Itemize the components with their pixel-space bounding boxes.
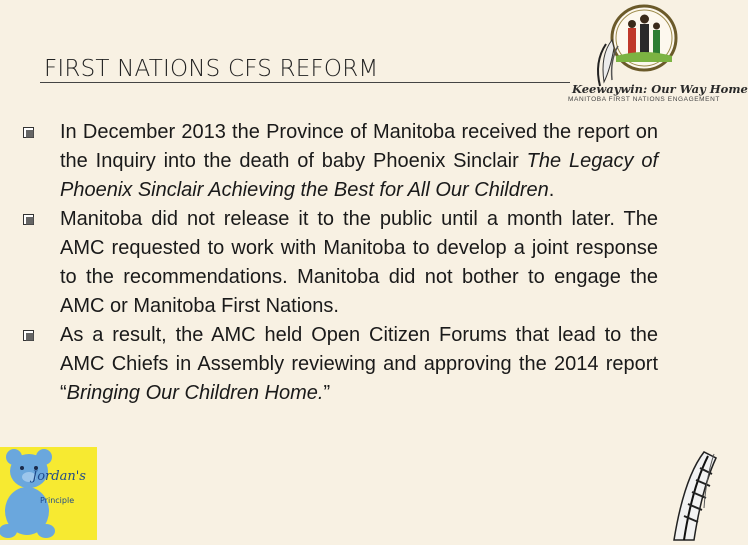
- feather-icon: [664, 448, 720, 540]
- bullet-text: [60, 208, 658, 317]
- square-bullet-icon: [23, 127, 34, 138]
- teddy-bear-icon: [0, 447, 97, 540]
- bullet-item: [54, 321, 658, 408]
- bear-logo-name: Jordan's: [32, 469, 86, 484]
- bullet-list: [54, 118, 658, 408]
- square-bullet-icon: [23, 330, 34, 341]
- text-segment: .: [548, 179, 555, 201]
- text-segment: As a result, the AMC held Open Citizen Forums that lead to the AMC Chiefs in Assembly reviewing and approving the 2014 report “: [60, 324, 658, 404]
- bullet-text: [60, 121, 658, 201]
- jordans-principle-logo: [0, 447, 97, 540]
- page-title: FIRST NATIONS CFS REFORM: [44, 56, 379, 82]
- italic-text: Bringing Our Children Home.: [66, 382, 324, 404]
- bullet-item: [54, 118, 658, 205]
- square-bullet-icon: [23, 214, 34, 225]
- bullet-text: [60, 324, 658, 404]
- title-underline: [40, 82, 570, 83]
- text-segment: In December 2013 the Province of Manitoba received the report on the Inquiry into the death of baby Phoenix Sinclair: [60, 121, 658, 172]
- text-segment: ”: [323, 382, 331, 404]
- logo-subtitle: MANITOBA FIRST NATIONS ENGAGEMENT: [568, 96, 720, 103]
- bullet-item: [54, 205, 658, 321]
- italic-text: The Legacy of Phoenix Sinclair Achieving the Best for All Our Children: [60, 150, 659, 201]
- bear-logo-subtitle: Principle: [40, 496, 75, 505]
- text-segment: Manitoba did not release it to the public until a month later. The AMC requested to work with Manitoba to develop a joint response to the recommendations. Manitoba did not bother to engage the AMC or Manitoba First Nations.: [60, 208, 658, 317]
- logo-name: Keewaywin: Our Way Home: [572, 82, 748, 96]
